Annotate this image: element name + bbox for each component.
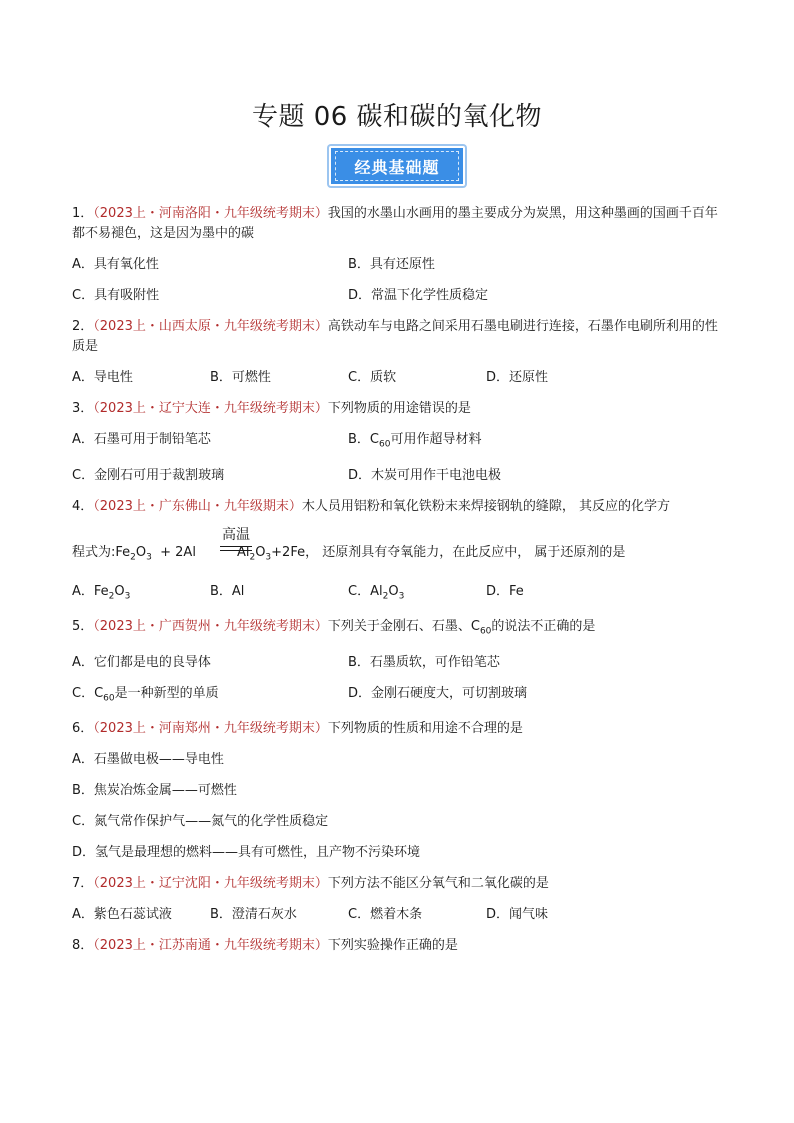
- question-number: 3．: [72, 401, 94, 416]
- question-4-options: [72, 582, 722, 607]
- option-c: [348, 582, 486, 607]
- option-b: B．可燃性: [210, 370, 271, 385]
- question-text: 下列实验操作正确的是: [327, 938, 458, 954]
- eq-part: O: [135, 544, 147, 560]
- option-b: B．Al: [210, 583, 245, 599]
- equation-text: [72, 543, 625, 568]
- question-number: 2．: [72, 319, 94, 334]
- opt-part: 是一种新型的单质: [114, 685, 219, 701]
- question-text: 下列物质的用途错误的是: [327, 401, 471, 416]
- reaction-condition: 高温: [222, 526, 250, 543]
- question-text: 下列方法不能区分氧气和二氧化碳的是: [327, 876, 549, 892]
- question-1-options: [72, 255, 722, 306]
- option-c: C．金刚石可用于裁割玻璃: [72, 467, 225, 483]
- question-source: （2023上・河南郑州・九年级统考期末）: [93, 721, 328, 737]
- section-badge: [329, 146, 465, 186]
- question-6-options: [72, 750, 722, 863]
- opt-part: A．Fe: [72, 583, 109, 599]
- question-text: 木人员用铝粉和氧化铁粉末来焊接钢轨的缝隙， 其反应的化学方: [301, 498, 671, 514]
- eq-subscript: 3: [146, 552, 152, 563]
- option-b: B．具有还原性: [348, 257, 435, 272]
- eq-part: 程式为:Fe: [72, 544, 131, 560]
- question-number: 1．: [72, 206, 94, 221]
- option-a: A．它们都是电的良导体: [72, 654, 211, 670]
- opt-subscript: 2: [382, 591, 389, 602]
- question-subscript: 60: [479, 626, 492, 637]
- option-a: [72, 582, 210, 607]
- chemical-equation: [72, 525, 722, 563]
- opt-part: O: [114, 583, 125, 599]
- eq-part: Al: [236, 544, 250, 560]
- question-source: （2023上・广西贺州・九年级统考期末）: [93, 619, 328, 635]
- question-3: [72, 399, 722, 419]
- option-d: D．木炭可用作干电池电极: [348, 467, 502, 483]
- question-7-options: [72, 905, 722, 925]
- option-d: D．金刚石硬度大，可切割玻璃: [348, 685, 528, 701]
- eq-part: + 2Al: [151, 544, 196, 560]
- eq-part: O: [255, 544, 266, 560]
- opt-part: C．C: [72, 685, 104, 701]
- question-5-options: [72, 653, 722, 709]
- option-d: D．Fe: [486, 583, 524, 599]
- eq-subscript: 2: [249, 552, 256, 563]
- option-c: C．氮气常作保护气——氮气的化学性质稳定: [72, 814, 329, 830]
- question-1: [72, 204, 722, 244]
- opt-part: C．Al: [348, 583, 383, 599]
- question-text: 我国的水墨山水画用的墨主要成分为炭黑，用这种墨画的国画千百年都不易褪色，这是因为墨中的碳: [72, 206, 718, 241]
- question-2: [72, 317, 722, 357]
- question-text: 下列关于金刚石、石墨、C: [327, 619, 480, 635]
- option-d: D．闻气味: [486, 907, 549, 923]
- option-b-suffix: 可用作超导材料: [390, 432, 482, 447]
- opt-part: O: [388, 583, 399, 599]
- question-number: 4．: [72, 498, 94, 514]
- option-d: D．常温下化学性质稳定: [348, 288, 489, 303]
- eq-subscript: 2: [130, 552, 136, 563]
- option-b-prefix: B．C: [348, 432, 379, 447]
- question-6: [72, 719, 722, 739]
- question-source: （2023上・河南洛阳・九年级统考期末）: [93, 206, 328, 221]
- option-b: B．石墨质软，可作铅笔芯: [348, 654, 500, 670]
- option-b: B．焦炭冶炼金属——可燃性: [72, 783, 237, 799]
- option-a: A．紫色石蕊试液: [72, 907, 172, 923]
- opt-subscript: 3: [124, 591, 131, 602]
- opt-subscript: 60: [103, 693, 115, 704]
- question-text: 下列物质的性质和用途不合理的是: [327, 721, 523, 737]
- question-list: [72, 204, 722, 967]
- option-c: C．质软: [348, 370, 397, 385]
- section-badge-label: 经典基础题: [335, 151, 459, 181]
- question-source: （2023上・山西太原・九年级统考期末）: [93, 319, 328, 334]
- question-text-end: 的说法不正确的是: [491, 619, 596, 635]
- option-a: A．石墨做电极——导电性: [72, 752, 224, 768]
- question-number: 7．: [72, 876, 94, 892]
- option-c: C．燃着木条: [348, 907, 423, 923]
- option-c: [72, 684, 348, 709]
- question-7: [72, 874, 722, 894]
- question-number: 8．: [72, 938, 94, 954]
- page-title: 专题 06 碳和碳的氧化物: [251, 102, 543, 132]
- question-source: （2023上・广东佛山・九年级期末）: [93, 498, 302, 514]
- question-5: [72, 617, 722, 642]
- option-d: D．还原性: [486, 370, 549, 385]
- eq-part: +2Fe， 还原剂具有夺氧能力，在此反应中， 属于还原剂的是: [271, 544, 626, 560]
- question-2-options: [72, 368, 722, 388]
- question-source: （2023上・辽宁沈阳・九年级统考期末）: [93, 876, 328, 892]
- question-text: 高铁动车与电路之间采用石墨电刷进行连接，石墨作电刷所利用的性质是: [72, 319, 718, 354]
- question-source: （2023上・江苏南通・九年级统考期末）: [93, 938, 328, 954]
- option-a: A．石墨可用于制铅笔芯: [72, 432, 211, 447]
- option-a: A．具有氧化性: [72, 257, 159, 272]
- option-c: C．具有吸附性: [72, 288, 160, 303]
- question-source: （2023上・辽宁大连・九年级统考期末）: [93, 401, 328, 416]
- option-d: D．氢气是最理想的燃料——具有可燃性，且产物不污染环境: [72, 845, 421, 861]
- question-number: 5．: [72, 619, 94, 635]
- question-number: 6．: [72, 721, 94, 737]
- opt-subscript: 3: [398, 591, 405, 602]
- eq-subscript: 3: [265, 552, 272, 563]
- question-8: [72, 936, 722, 956]
- question-4: [72, 497, 722, 517]
- option-a: A．导电性: [72, 370, 133, 385]
- question-3-options: [72, 430, 722, 486]
- option-b: [348, 430, 624, 455]
- option-b-subscript: 60: [379, 439, 391, 450]
- option-b: B．澄清石灰水: [210, 907, 297, 923]
- opt-subscript: 2: [108, 591, 115, 602]
